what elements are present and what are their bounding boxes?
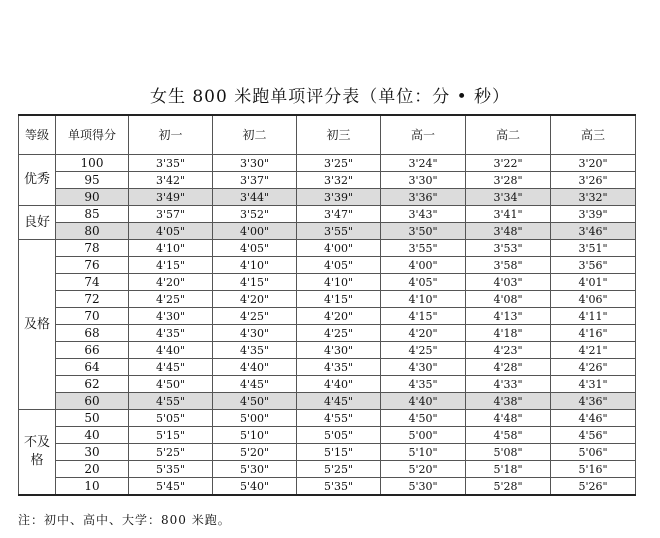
time-cell: 4'45" [129,359,213,376]
time-cell: 4'25" [129,291,213,308]
table-row [19,478,636,496]
time-cell: 4'16" [551,325,636,342]
time-cell: 3'39" [551,206,636,223]
time-cell: 4'50" [381,410,466,427]
time-cell: 5'30" [213,461,297,478]
time-cell: 3'30" [213,155,297,172]
time-cell: 4'26" [551,359,636,376]
score-cell: 72 [56,291,129,308]
table-row [19,325,636,342]
table-row [19,274,636,291]
time-cell: 3'34" [466,189,551,206]
time-cell: 3'42" [129,172,213,189]
time-cell: 3'47" [297,206,381,223]
time-cell: 3'49" [129,189,213,206]
table-row [19,359,636,376]
time-cell: 5'05" [297,427,381,444]
time-cell: 4'35" [129,325,213,342]
time-cell: 4'05" [381,274,466,291]
time-cell: 4'10" [213,257,297,274]
table-row [19,291,636,308]
grade-level-header: 高一 [381,115,466,155]
time-cell: 4'55" [129,393,213,410]
score-cell: 68 [56,325,129,342]
score-cell: 64 [56,359,129,376]
grade-label: 不及格 [19,410,56,496]
time-cell: 4'05" [297,257,381,274]
time-cell: 5'16" [551,461,636,478]
time-cell: 5'20" [213,444,297,461]
table-row [19,342,636,359]
time-cell: 4'30" [297,342,381,359]
time-cell: 3'25" [297,155,381,172]
time-cell: 4'20" [381,325,466,342]
time-cell: 5'35" [129,461,213,478]
time-cell: 4'00" [381,257,466,274]
time-cell: 5'10" [381,444,466,461]
time-cell: 3'55" [381,240,466,257]
time-cell: 3'56" [551,257,636,274]
table-row [19,444,636,461]
time-cell: 4'13" [466,308,551,325]
time-cell: 4'30" [381,359,466,376]
grade-level-header: 高三 [551,115,636,155]
grade-label: 优秀 [19,155,56,206]
time-cell: 4'21" [551,342,636,359]
time-cell: 5'25" [129,444,213,461]
table-row [19,461,636,478]
time-cell: 4'50" [129,376,213,393]
time-cell: 4'48" [466,410,551,427]
time-cell: 4'40" [297,376,381,393]
time-cell: 5'06" [551,444,636,461]
time-cell: 3'37" [213,172,297,189]
grade-label: 良好 [19,206,56,240]
time-cell: 5'00" [381,427,466,444]
score-cell: 30 [56,444,129,461]
score-cell: 66 [56,342,129,359]
score-cell: 85 [56,206,129,223]
time-cell: 3'41" [466,206,551,223]
time-cell: 5'45" [129,478,213,496]
time-cell: 4'05" [129,223,213,240]
footnote: 注：初中、高中、大学：800 米跑。 [18,513,231,527]
time-cell: 4'36" [551,393,636,410]
score-cell: 10 [56,478,129,496]
time-cell: 5'35" [297,478,381,496]
time-cell: 4'28" [466,359,551,376]
time-cell: 4'40" [129,342,213,359]
table-row [19,427,636,444]
table-row [19,172,636,189]
time-cell: 5'15" [297,444,381,461]
time-cell: 3'48" [466,223,551,240]
time-cell: 5'18" [466,461,551,478]
time-cell: 5'00" [213,410,297,427]
time-cell: 4'35" [381,376,466,393]
score-cell: 76 [56,257,129,274]
time-cell: 4'38" [466,393,551,410]
table-row [19,376,636,393]
time-cell: 3'46" [551,223,636,240]
time-cell: 5'10" [213,427,297,444]
time-cell: 3'24" [381,155,466,172]
table-row [19,189,636,206]
time-cell: 4'15" [213,274,297,291]
score-cell: 40 [56,427,129,444]
time-cell: 4'18" [466,325,551,342]
score-cell: 50 [56,410,129,427]
score-cell: 80 [56,223,129,240]
score-cell: 100 [56,155,129,172]
time-cell: 4'30" [213,325,297,342]
time-cell: 4'10" [129,240,213,257]
time-cell: 4'40" [381,393,466,410]
time-cell: 4'40" [213,359,297,376]
score-cell: 74 [56,274,129,291]
table-row [19,410,636,427]
time-cell: 3'58" [466,257,551,274]
time-cell: 3'32" [551,189,636,206]
time-cell: 5'15" [129,427,213,444]
time-cell: 4'30" [129,308,213,325]
time-cell: 4'23" [466,342,551,359]
score-cell: 20 [56,461,129,478]
time-cell: 4'50" [213,393,297,410]
time-cell: 4'31" [551,376,636,393]
grade-header: 等级 [19,115,56,155]
time-cell: 3'39" [297,189,381,206]
time-cell: 3'22" [466,155,551,172]
grade-level-header: 初二 [213,115,297,155]
score-cell: 70 [56,308,129,325]
time-cell: 3'20" [551,155,636,172]
time-cell: 5'26" [551,478,636,496]
time-cell: 4'20" [297,308,381,325]
score-cell: 95 [56,172,129,189]
time-cell: 4'35" [297,359,381,376]
time-cell: 4'25" [213,308,297,325]
time-cell: 3'50" [381,223,466,240]
time-cell: 5'05" [129,410,213,427]
time-cell: 4'05" [213,240,297,257]
time-cell: 3'30" [381,172,466,189]
time-cell: 3'57" [129,206,213,223]
table-row [19,206,636,223]
grade-label: 及格 [19,240,56,410]
table-row [19,308,636,325]
time-cell: 5'28" [466,478,551,496]
time-cell: 3'35" [129,155,213,172]
time-cell: 4'56" [551,427,636,444]
table-body [19,155,636,496]
time-cell: 3'53" [466,240,551,257]
time-cell: 4'08" [466,291,551,308]
time-cell: 4'55" [297,410,381,427]
time-cell: 4'00" [297,240,381,257]
time-cell: 4'00" [213,223,297,240]
time-cell: 3'52" [213,206,297,223]
time-cell: 4'11" [551,308,636,325]
time-cell: 4'01" [551,274,636,291]
time-cell: 4'20" [213,291,297,308]
grade-level-header: 初三 [297,115,381,155]
time-cell: 5'40" [213,478,297,496]
header-row [19,115,636,155]
time-cell: 4'15" [381,308,466,325]
time-cell: 4'46" [551,410,636,427]
score-cell: 62 [56,376,129,393]
time-cell: 4'35" [213,342,297,359]
time-cell: 4'10" [381,291,466,308]
time-cell: 4'45" [297,393,381,410]
grade-level-header: 高二 [466,115,551,155]
table-row [19,393,636,410]
time-cell: 4'45" [213,376,297,393]
grade-level-header: 初一 [129,115,213,155]
time-cell: 3'36" [381,189,466,206]
table-row [19,257,636,274]
score-cell: 78 [56,240,129,257]
time-cell: 4'58" [466,427,551,444]
time-cell: 3'44" [213,189,297,206]
time-cell: 4'25" [297,325,381,342]
time-cell: 4'15" [297,291,381,308]
time-cell: 5'08" [466,444,551,461]
time-cell: 5'30" [381,478,466,496]
time-cell: 3'51" [551,240,636,257]
time-cell: 4'10" [297,274,381,291]
time-cell: 4'25" [381,342,466,359]
time-cell: 3'28" [466,172,551,189]
time-cell: 4'03" [466,274,551,291]
score-header: 单项得分 [56,115,129,155]
time-cell: 3'55" [297,223,381,240]
table-row [19,155,636,172]
time-cell: 4'20" [129,274,213,291]
time-cell: 3'32" [297,172,381,189]
table-title: 女生 800 米跑单项评分表（单位：分 • 秒） [149,87,511,107]
time-cell: 4'15" [129,257,213,274]
table-row [19,240,636,257]
time-cell: 3'43" [381,206,466,223]
table-row [19,223,636,240]
score-cell: 90 [56,189,129,206]
score-table [18,114,636,496]
time-cell: 4'06" [551,291,636,308]
time-cell: 5'20" [381,461,466,478]
time-cell: 5'25" [297,461,381,478]
time-cell: 3'26" [551,172,636,189]
score-cell: 60 [56,393,129,410]
time-cell: 4'33" [466,376,551,393]
